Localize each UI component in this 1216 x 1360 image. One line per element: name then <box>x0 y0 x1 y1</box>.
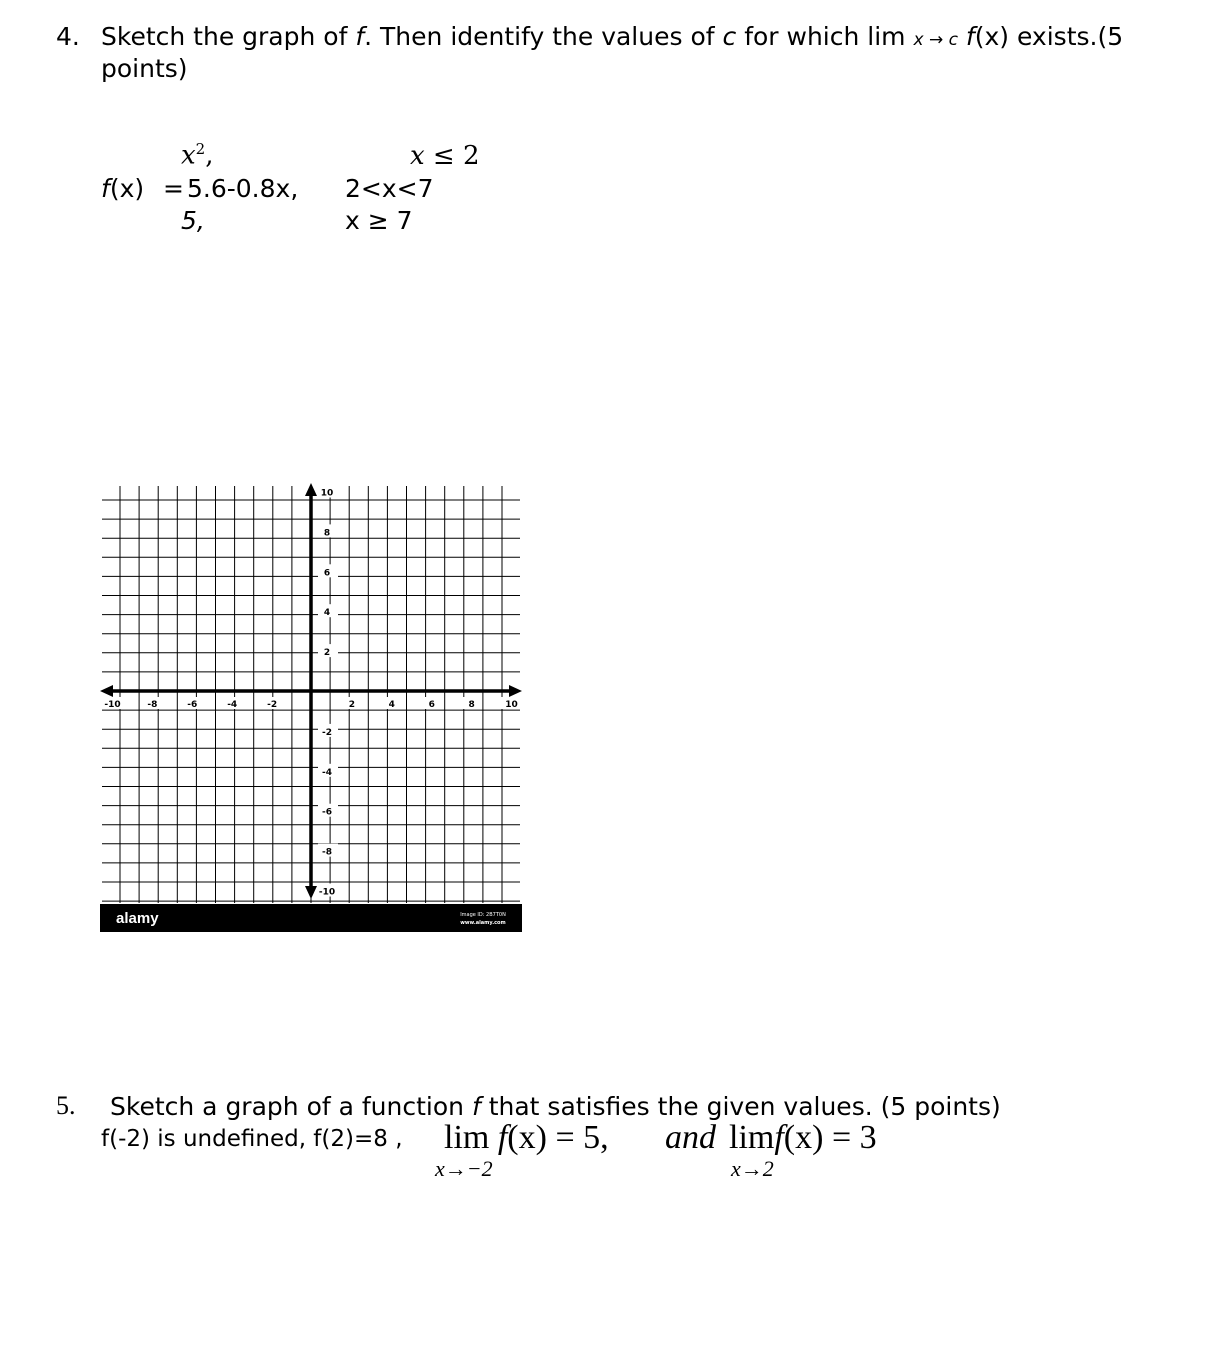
prompt-text: Sketch the graph of <box>101 22 356 51</box>
limit-sub-x: x <box>913 30 924 50</box>
prompt-text: . Then identify the values of <box>364 22 723 51</box>
y-tick-label: 2 <box>323 648 331 659</box>
limit-1-expression: lim f(x) = 5, <box>444 1119 609 1156</box>
function-equals: = <box>163 174 184 203</box>
x-tick-label: -2 <box>267 700 278 710</box>
x-tick-label: 2 <box>348 700 356 710</box>
x-tick-label: 8 <box>468 700 475 710</box>
limit-2-subscript: x→2 <box>731 1156 774 1181</box>
piece-1-cond: x ≤ 2 <box>410 141 480 171</box>
prompt-f: f <box>355 22 365 51</box>
limit-arrow: → <box>923 30 949 50</box>
coordinate-grid <box>100 480 522 932</box>
prompt-text: (x) exists.(5 <box>974 22 1124 51</box>
y-tick-label: -8 <box>322 847 332 858</box>
question-5-number: 5. <box>56 1091 76 1120</box>
watermark-bar <box>100 904 522 932</box>
x-tick-label: 4 <box>388 700 395 710</box>
prompt-text: for which lim <box>736 22 914 51</box>
y-axis-up-arrow <box>305 483 317 496</box>
x-axis-right-arrow <box>509 685 522 697</box>
y-tick-label: -6 <box>322 807 332 818</box>
limit-1-subscript: x→−2 <box>435 1156 493 1181</box>
question-4-prompt <box>101 22 1123 51</box>
piece-3-cond: x ≥ 7 <box>345 206 413 235</box>
piece-3-expr: 5, <box>181 206 205 235</box>
x-tick-label: -4 <box>227 700 238 710</box>
y-tick-label: 4 <box>323 608 331 619</box>
y-tick-label: -4 <box>322 767 332 778</box>
x-tick-label: -8 <box>147 700 158 710</box>
limit-sub-c: c <box>948 30 958 50</box>
coordinate-grid-image <box>100 480 522 932</box>
question-5-prompt <box>110 1092 1001 1121</box>
y-tick-label: 10 <box>320 488 334 499</box>
y-tick-label: 8 <box>323 528 331 539</box>
limit-2-expression: limf(x) = 3 <box>729 1119 877 1156</box>
alamy-logo: alamy <box>116 910 159 927</box>
x-tick-label: -10 <box>104 700 121 710</box>
question-4-number: 4. <box>56 22 80 51</box>
prompt-text: Sketch a graph of a function <box>110 1092 472 1121</box>
x-tick-label: 10 <box>505 700 518 710</box>
y-tick-label: -10 <box>318 887 336 898</box>
prompt-f: f <box>965 22 975 51</box>
prompt-text: that satisfies the given values. (5 points) <box>480 1092 1001 1121</box>
function-lhs: f(x) <box>101 174 145 203</box>
image-id-text: Image ID: 2B7T0N <box>460 912 506 918</box>
x-axis-left-arrow <box>100 685 113 697</box>
question-5-conditions: f(-2) is undefined, f(2)=8 , <box>101 1126 403 1152</box>
and-word: and <box>665 1119 716 1156</box>
y-tick-label: -2 <box>322 727 332 738</box>
y-tick-label: 6 <box>323 568 331 579</box>
prompt-f: f <box>471 1092 481 1121</box>
y-axis-down-arrow <box>305 886 317 899</box>
piece-2-expr: 5.6-0.8x, <box>187 174 299 203</box>
x-tick-label: 6 <box>428 700 435 710</box>
prompt-c: c <box>722 22 737 51</box>
x-tick-label: -6 <box>187 700 198 710</box>
piece-1-expr: $x^2$, <box>181 140 214 171</box>
site-text: www.alamy.com <box>460 920 506 926</box>
piece-2-cond: 2<x<7 <box>345 174 434 203</box>
question-4-prompt-cont: points) <box>101 54 188 83</box>
